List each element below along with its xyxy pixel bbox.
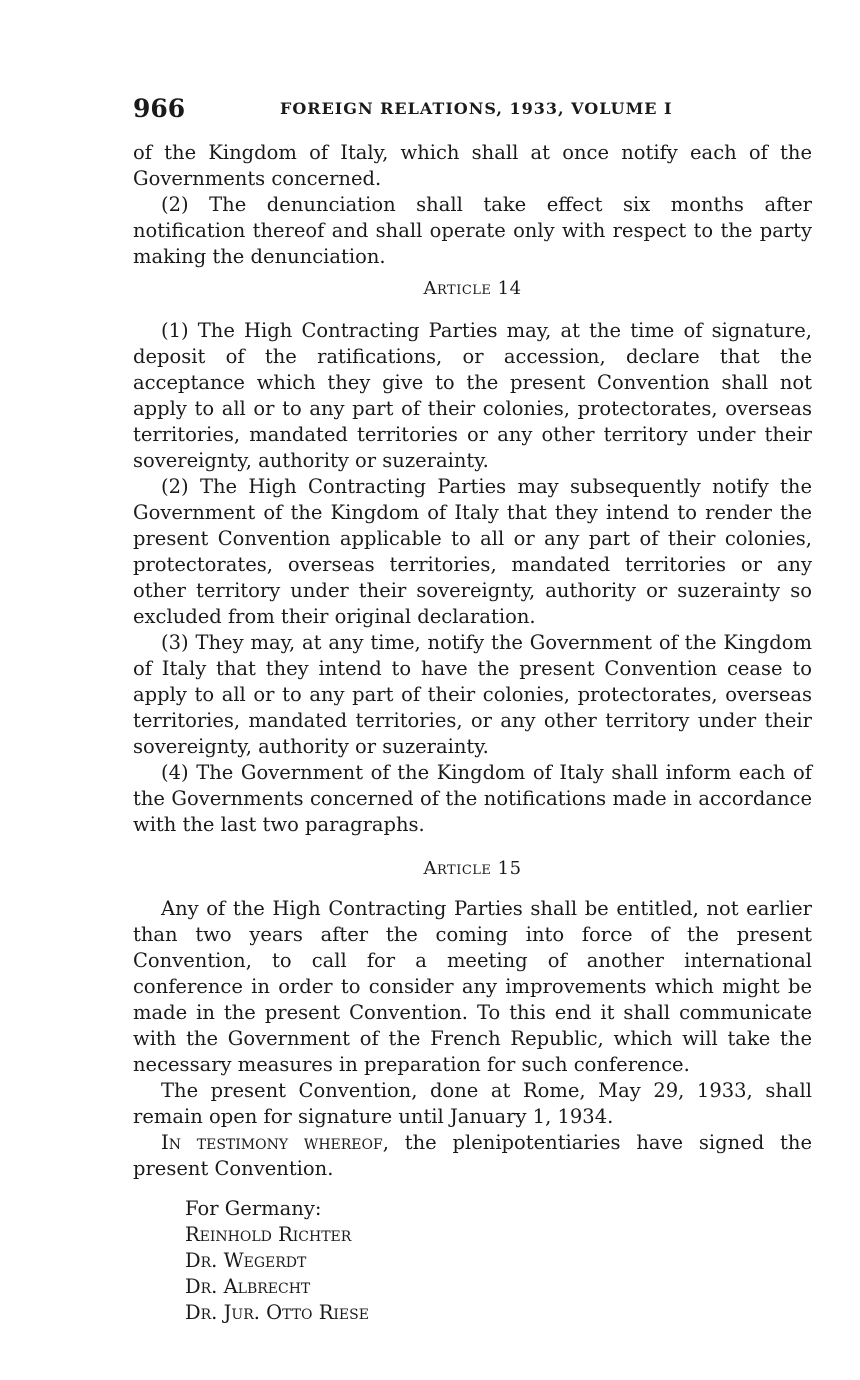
signer-name: Dr. Albrecht bbox=[185, 1275, 311, 1298]
paragraph: (2) The High Contracting Parties may subsequently notify the Government of the Kingdom of Italy that they intend to render the present Convention applicable to all or any part of their colonies, protectorates, overseas territories, mandated territories or any other territory under their sovereignty, authority or suzerainty so excluded from their original declaration. bbox=[133, 475, 812, 628]
document-body bbox=[133, 140, 812, 1326]
running-head: FOREIGN RELATIONS, 1933, VOLUME I bbox=[280, 99, 673, 118]
paragraph: (3) They may, at any time, notify the Government of the Kingdom of Italy that they intend to have the present Convention cease to apply to all or to any part of their colonies, protectorates, overseas territories, mandated territories, or any other territory under their sovereignty, authority or suzerainty. bbox=[133, 631, 812, 758]
paragraph: The present Convention, done at Rome, May 29, 1933, shall remain open for signature until January 1, 1934. bbox=[133, 1079, 812, 1128]
signature-block bbox=[185, 1196, 812, 1326]
page-header bbox=[133, 94, 813, 124]
article-15-heading: Article 15 bbox=[423, 858, 522, 879]
testimony-text: the plenipotentiaries have signed the present Convention. bbox=[133, 1131, 812, 1180]
article-14-heading: Article 14 bbox=[423, 278, 522, 299]
paragraph: (2) The denunciation shall take effect six months after notification thereof and shall operate only with respect to the party making the denunciation. bbox=[133, 193, 812, 268]
paragraph-continuation: of the Kingdom of Italy, which shall at once notify each of the Governments concerned. bbox=[133, 141, 812, 190]
signer-name: Dr. Wegerdt bbox=[185, 1249, 307, 1272]
paragraph: (4) The Government of the Kingdom of Italy shall inform each of the Governments concerned of the notifications made in accordance with the last two paragraphs. bbox=[133, 761, 812, 836]
paragraph: Any of the High Contracting Parties shall be entitled, not earlier than two years after the coming into force of the present Convention, to call for a meeting of another international conference in order to consider any improvements which might be made in the present Convention. To this end it shall communicate with the Government of the French Republic, which will take the necessary measures in preparation for such conference. bbox=[133, 897, 812, 1076]
signer-name: Reinhold Richter bbox=[185, 1223, 352, 1246]
page-number: 966 bbox=[133, 94, 186, 123]
signer-name: Dr. Jur. Otto Riese bbox=[185, 1301, 369, 1324]
testimony-lead: In testimony whereof, bbox=[161, 1131, 389, 1154]
paragraph: (1) The High Contracting Parties may, at the time of signature, deposit of the ratifications, or accession, declare that the acceptance which they give to the present Convention shall not apply to all or to any part of their colonies, protectorates, overseas territories, mandated territories or any other territory under their sovereignty, authority or suzerainty. bbox=[133, 319, 812, 472]
signatory-country: For Germany: bbox=[185, 1197, 322, 1220]
testimony-paragraph bbox=[133, 1130, 812, 1182]
